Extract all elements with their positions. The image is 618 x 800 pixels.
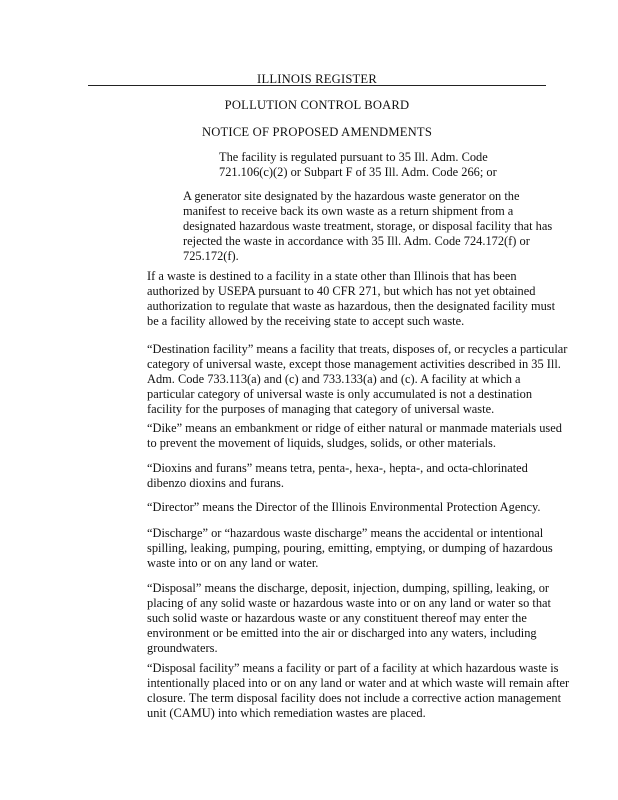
text-line: unit (CAMU) into which remediation wastes are placed.	[147, 706, 426, 720]
text-line: The facility is regulated pursuant to 35 Ill. Adm. Code	[219, 150, 488, 164]
text-line: placing of any solid waste or hazardous waste into or on any land or water so that	[147, 596, 551, 610]
clause-regulated-facility	[219, 150, 497, 180]
text-line: A generator site designated by the hazardous waste generator on the	[183, 189, 520, 203]
clause-generator-site	[183, 189, 552, 264]
text-line: If a waste is destined to a facility in a state other than Illinois that has been	[147, 269, 517, 283]
text-line: “Director” means the Director of the Illinois Environmental Protection Agency.	[147, 500, 541, 514]
text-line: category of universal waste, except those management activities described in 35 Ill.	[147, 357, 561, 371]
text-line: be a facility allowed by the receiving state to accept such waste.	[147, 314, 465, 328]
header-rule	[88, 85, 546, 86]
text-line: 725.172(f).	[183, 249, 239, 263]
text-line: closure. The term disposal facility does not include a corrective action management	[147, 691, 562, 705]
text-line: waste into or on any land or water.	[147, 556, 319, 570]
text-line: 721.106(c)(2) or Subpart F of 35 Ill. Adm. Code 266; or	[219, 165, 497, 179]
text-line: “Disposal” means the discharge, deposit, injection, dumping, spilling, leaking, or	[147, 581, 550, 595]
text-line: dibenzo dioxins and furans.	[147, 476, 284, 490]
definition-discharge	[147, 526, 553, 571]
agency-heading: POLLUTION CONTROL BOARD	[224, 98, 410, 112]
text-line: such solid waste or hazardous waste or any constituent thereof may enter the	[147, 611, 527, 625]
definition-dike	[147, 421, 562, 451]
text-line: “Dioxins and furans” means tetra, penta-, hexa-, hepta-, and octa-chlorinated	[147, 461, 528, 475]
text-line: spilling, leaking, pumping, pouring, emitting, emptying, or dumping of hazardous	[147, 541, 553, 555]
text-line: rejected the waste in accordance with 35 Ill. Adm. Code 724.172(f) or	[183, 234, 530, 248]
text-line: to prevent the movement of liquids, sludges, solids, or other materials.	[147, 436, 496, 450]
definition-destination-facility	[147, 342, 567, 417]
text-line: groundwaters.	[147, 641, 218, 655]
text-line: manifest to receive back its own waste as a return shipment from a	[183, 204, 514, 218]
notice-heading: NOTICE OF PROPOSED AMENDMENTS	[201, 125, 433, 139]
text-line: Adm. Code 733.113(a) and (c) and 733.133(a) and (c). A facility at which a	[147, 372, 521, 386]
header-mark: ..	[96, 79, 100, 88]
text-line: intentionally placed into or on any land or water and at which waste will remain after	[147, 676, 570, 690]
text-line: “Destination facility” means a facility that treats, disposes of, or recycles a particular	[147, 342, 568, 356]
text-line: environment or be emitted into the air or discharged into any waters, including	[147, 626, 537, 640]
definition-disposal	[147, 581, 551, 656]
definition-disposal-facility	[147, 661, 569, 721]
definition-dioxins-furans	[147, 461, 528, 491]
register-title: ILLINOIS REGISTER	[257, 72, 377, 86]
text-line: “Disposal facility” means a facility or part of a facility at which hazardous waste is	[147, 661, 559, 675]
text-line: particular category of universal waste is only accumulated is not a destination	[147, 387, 533, 401]
text-line: designated hazardous waste treatment, storage, or disposal facility that has	[183, 219, 553, 233]
paragraph-out-of-state	[147, 269, 555, 329]
text-line: “Discharge” or “hazardous waste discharge” means the accidental or intentional	[147, 526, 544, 540]
text-line: facility for the purposes of managing that category of universal waste.	[147, 402, 495, 416]
text-line: “Dike” means an embankment or ridge of either natural or manmade materials used	[147, 421, 562, 435]
text-line: authorization to regulate that waste as hazardous, then the designated facility must	[147, 299, 556, 313]
text-line: authorized by USEPA pursuant to 40 CFR 271, but which has not yet obtained	[147, 284, 536, 298]
definition-director	[147, 500, 541, 515]
